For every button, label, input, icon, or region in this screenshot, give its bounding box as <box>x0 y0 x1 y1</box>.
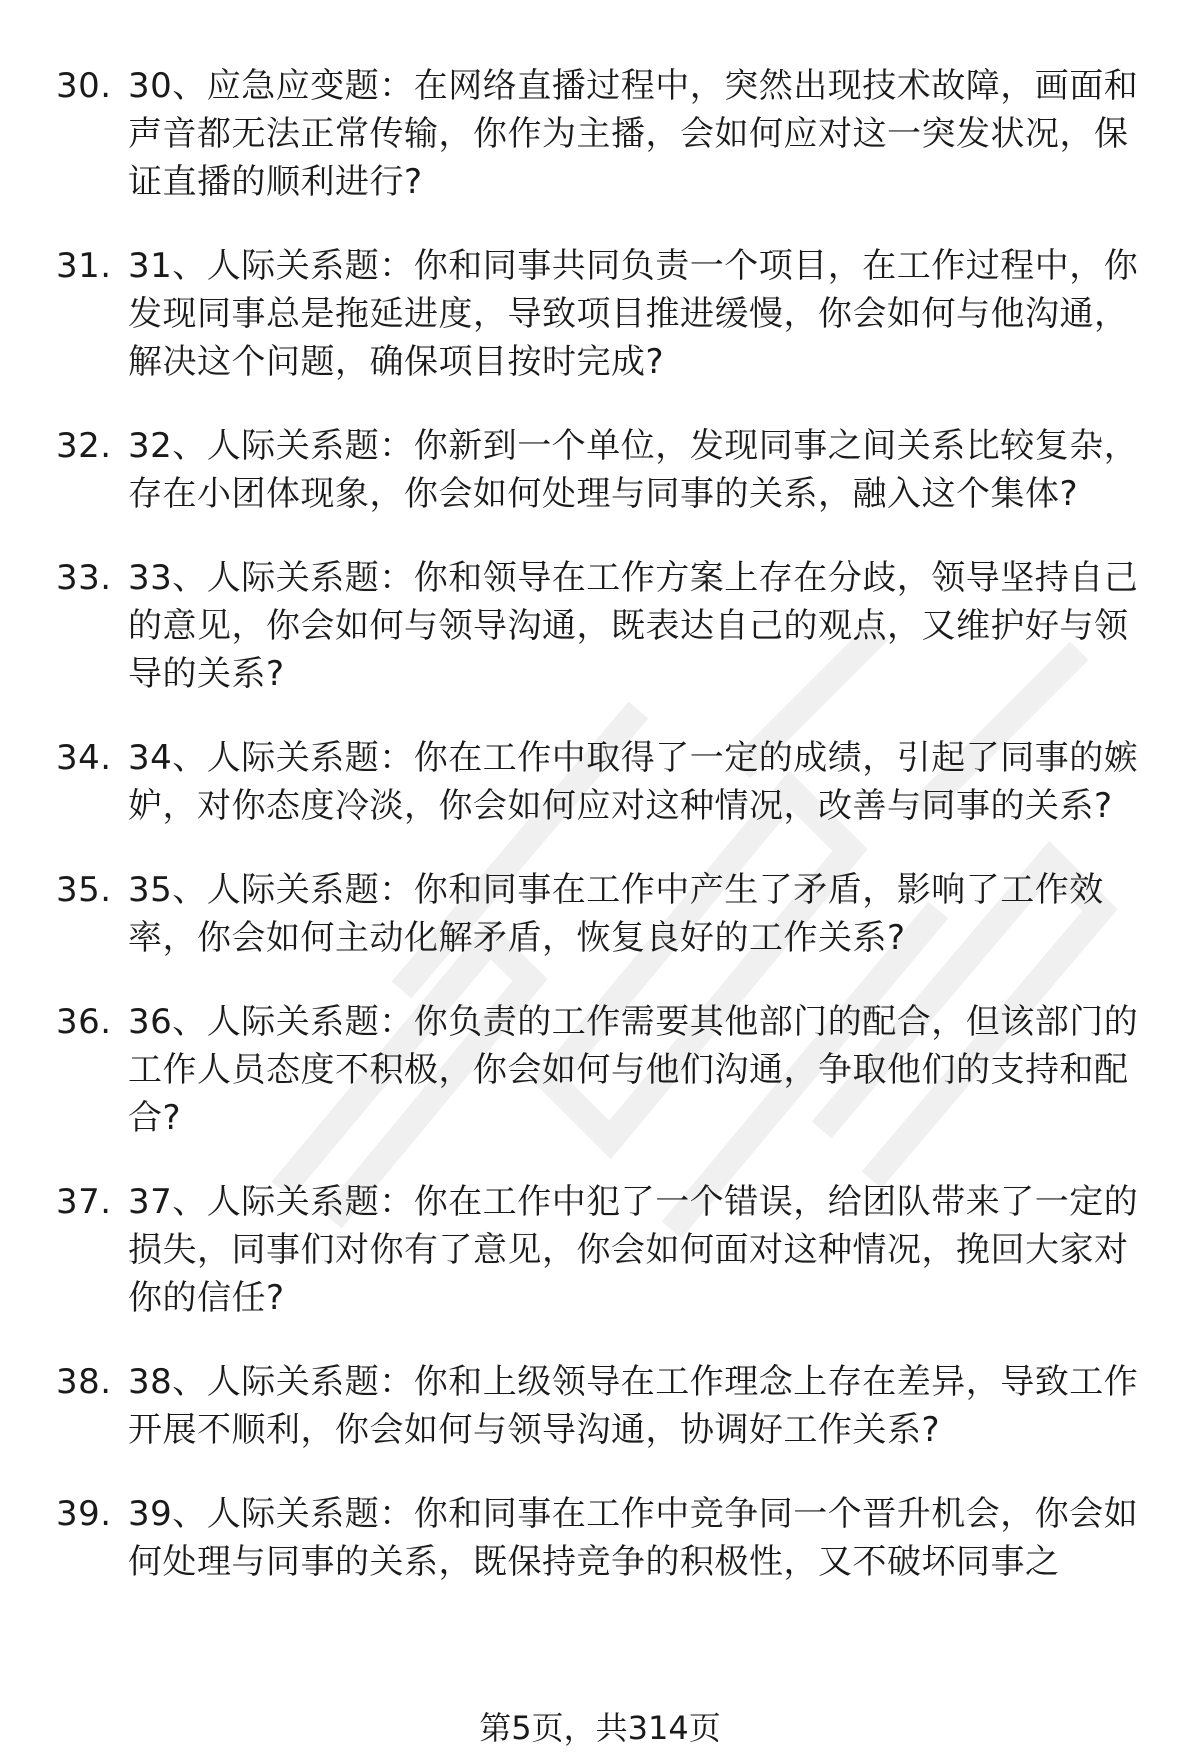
question-number: 35. <box>56 870 112 910</box>
question-number: 34. <box>56 738 112 778</box>
question-text: 33、人际关系题：你和领导在工作方案上存在分歧，领导坚持自己的意见，你会如何与领导沟通，既表达自己的观点，又维护好与领导的关系? <box>128 558 1139 694</box>
question-number: 37. <box>56 1182 112 1222</box>
question-number: 33. <box>56 558 112 598</box>
question-text: 35、人际关系题：你和同事在工作中产生了矛盾，影响了工作效率，你会如何主动化解矛盾，恢复良好的工作关系? <box>128 870 1104 958</box>
page-footer: 第5页，共314页 <box>479 1709 721 1747</box>
question-number: 36. <box>56 1002 112 1042</box>
question-item <box>0 1490 1147 1586</box>
question-item <box>0 866 1147 962</box>
question-item <box>0 1358 1147 1454</box>
question-text: 39、人际关系题：你和同事在工作中竞争同一个晋升机会，你会如何处理与同事的关系，既保持竞争的积极性，又不破坏同事之 <box>128 1494 1139 1582</box>
question-item <box>0 422 1147 518</box>
question-text: 38、人际关系题：你和上级领导在工作理念上存在差异，导致工作开展不顺利，你会如何与领导沟通，协调好工作关系? <box>128 1362 1139 1450</box>
question-item <box>0 734 1147 830</box>
question-text: 34、人际关系题：你在工作中取得了一定的成绩，引起了同事的嫉妒，对你态度冷淡，你会如何应对这种情况，改善与同事的关系? <box>128 738 1139 826</box>
question-list <box>0 62 1200 1622</box>
question-number: 39. <box>56 1494 112 1534</box>
question-item <box>0 998 1147 1142</box>
question-number: 31. <box>56 246 112 286</box>
question-item <box>0 554 1147 698</box>
question-number: 30. <box>56 66 112 106</box>
question-number: 38. <box>56 1362 112 1402</box>
question-text: 31、人际关系题：你和同事共同负责一个项目，在工作过程中，你发现同事总是拖延进度，导致项目推进缓慢，你会如何与他沟通，解决这个问题，确保项目按时完成? <box>128 246 1139 382</box>
question-item <box>0 1178 1147 1322</box>
question-text: 36、人际关系题：你负责的工作需要其他部门的配合，但该部门的工作人员态度不积极，你会如何与他们沟通，争取他们的支持和配合? <box>128 1002 1139 1138</box>
question-text: 30、应急应变题：在网络直播过程中，突然出现技术故障，画面和声音都无法正常传输，你作为主播，会如何应对这一突发状况，保证直播的顺利进行? <box>128 66 1139 202</box>
question-item <box>0 242 1147 386</box>
question-text: 37、人际关系题：你在工作中犯了一个错误，给团队带来了一定的损失，同事们对你有了意见，你会如何面对这种情况，挽回大家对你的信任? <box>128 1182 1139 1318</box>
question-text: 32、人际关系题：你新到一个单位，发现同事之间关系比较复杂，存在小团体现象，你会如何处理与同事的关系，融入这个集体? <box>128 426 1139 514</box>
question-item <box>0 62 1147 206</box>
question-number: 32. <box>56 426 112 466</box>
